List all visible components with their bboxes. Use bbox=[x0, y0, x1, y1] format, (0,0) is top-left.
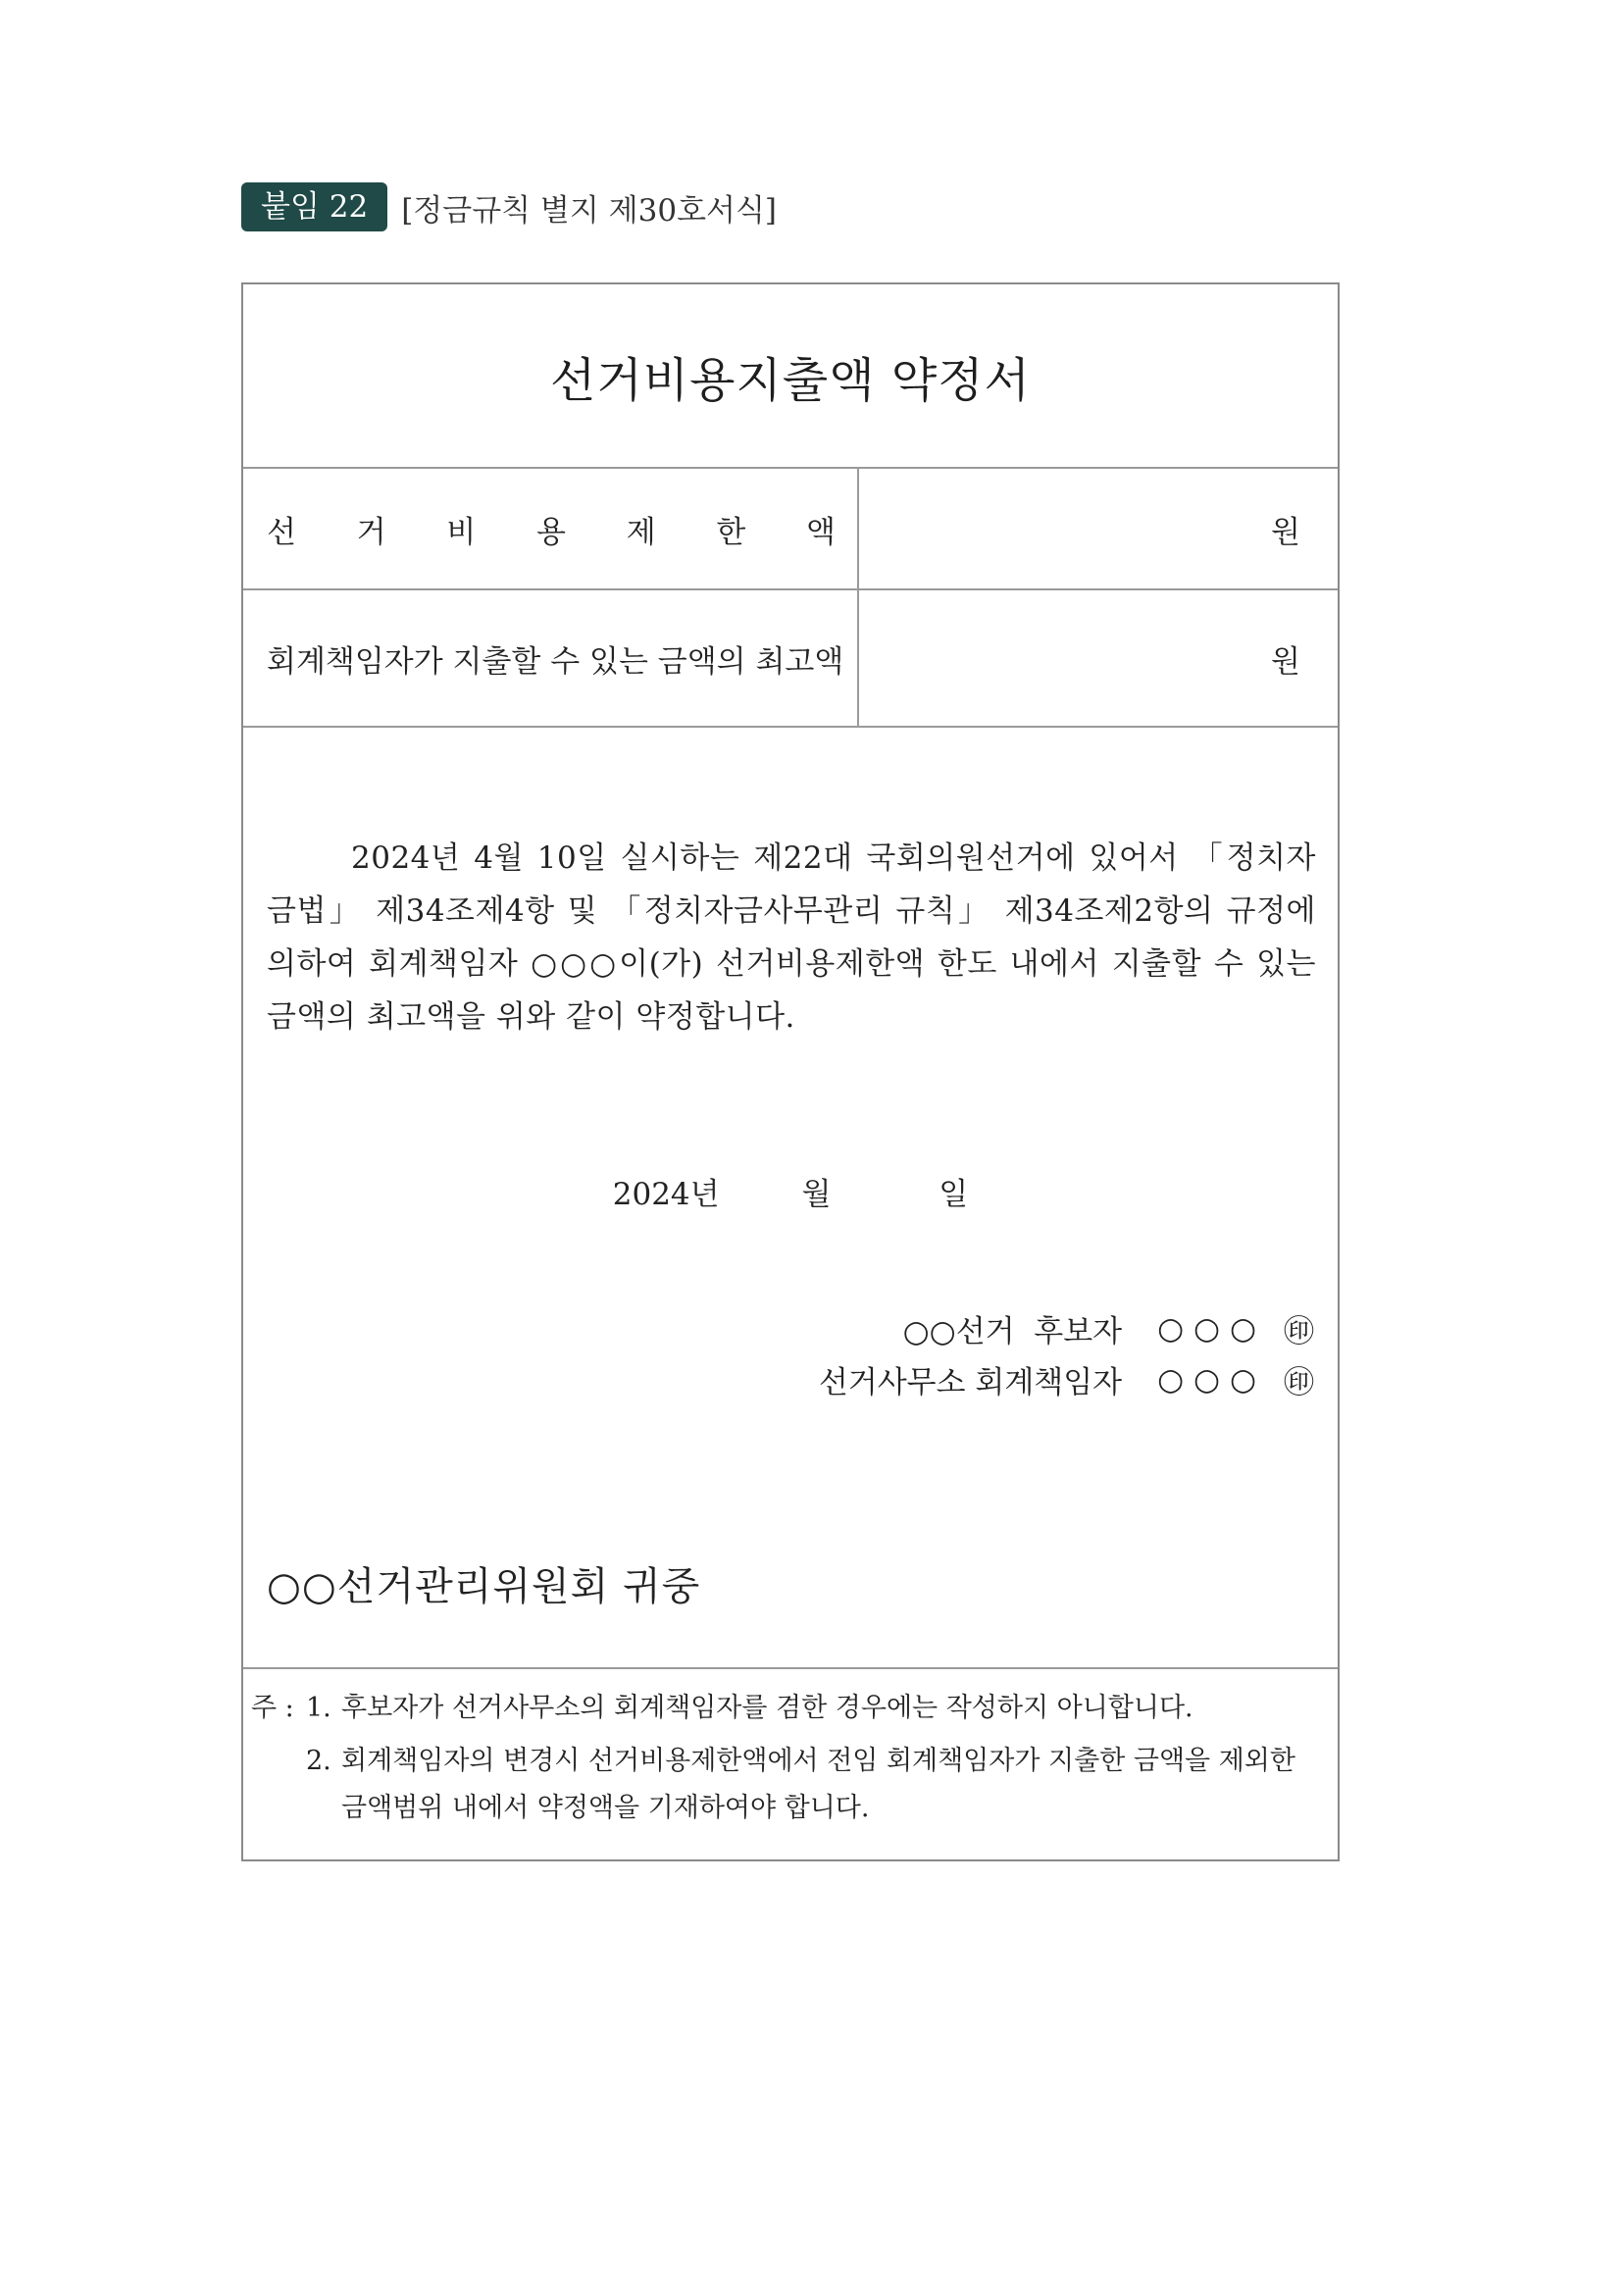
document-title: 선거비용지출액 약정서 bbox=[550, 352, 1031, 408]
limit-label-char: 거 bbox=[356, 514, 386, 550]
attachment-header bbox=[241, 181, 777, 232]
seal-mark: ㊞ bbox=[1284, 1314, 1314, 1349]
limit-label-char: 액 bbox=[806, 514, 836, 550]
limit-label-char: 비 bbox=[446, 514, 477, 550]
max-expenditure-unit: 원 bbox=[1271, 643, 1300, 680]
signature-name: ○ ○ ○ bbox=[1157, 1361, 1256, 1398]
note-number: 1. bbox=[306, 1693, 331, 1723]
notes-prefix: 주 : bbox=[251, 1693, 294, 1723]
limit-label-text bbox=[267, 507, 836, 551]
limit-label-char: 한 bbox=[716, 514, 746, 550]
note-text: 회계책임자의 변경시 선거비용제한액에서 전임 회계책임자가 지출한 금액을 제외한 금액범위 내에서 약정액을 기재하여야 합니다. bbox=[341, 1746, 1295, 1823]
date-month: 월 bbox=[801, 1177, 832, 1212]
limit-label-char: 선 bbox=[267, 514, 296, 550]
date-day: 일 bbox=[939, 1177, 969, 1212]
divider-notes bbox=[243, 1667, 1338, 1669]
date-line bbox=[243, 1169, 1338, 1213]
divider-column bbox=[857, 469, 859, 726]
note-item bbox=[251, 1685, 1328, 1732]
date-year: 2024년 bbox=[612, 1177, 720, 1212]
form-reference: [정금규칙 별지 제30호서식] bbox=[401, 192, 778, 229]
agreement-statement: 2024년 4월 10일 실시하는 제22대 국회의원선거에 있어서 「정치자금법」 제34조제4항 및 「정치자금사무관리 규칙」 제34조제2항의 규정에 의하여 회계책임자 ○○○이(가) 선거비용제한액 한도 내에서 지출할 수 있는 금액의 최고액을 위와 같이 약정합니다. bbox=[267, 840, 1316, 1035]
limit-label-char: 제 bbox=[626, 514, 656, 550]
candidate-signature bbox=[903, 1306, 1314, 1350]
accountant-signature bbox=[819, 1357, 1314, 1401]
note-text: 후보자가 선거사무소의 회계책임자를 겸한 경우에는 작성하지 아니합니다. bbox=[341, 1693, 1193, 1723]
divider-row2 bbox=[243, 726, 1338, 728]
limit-amount-unit: 원 bbox=[1271, 514, 1300, 550]
max-expenditure-label: 회계책임자가 지출할 수 있는 금액의 최고액 bbox=[267, 643, 844, 680]
note-number: 2. bbox=[306, 1746, 331, 1776]
limit-label-char: 용 bbox=[536, 514, 566, 550]
seal-mark: ㊞ bbox=[1284, 1365, 1314, 1400]
limit-label bbox=[267, 469, 836, 588]
attachment-badge: 붙임 22 bbox=[241, 182, 387, 231]
signature-role: ○○선거 후보자 bbox=[902, 1314, 1123, 1349]
signature-name: ○ ○ ○ bbox=[1157, 1310, 1256, 1347]
notes-section bbox=[251, 1685, 1328, 1832]
form-box bbox=[241, 282, 1340, 1861]
addressee: ○○선거관리위원회 귀중 bbox=[267, 1564, 701, 1609]
signature-role: 선거사무소 회계책임자 bbox=[818, 1365, 1123, 1400]
note-item bbox=[251, 1738, 1328, 1832]
